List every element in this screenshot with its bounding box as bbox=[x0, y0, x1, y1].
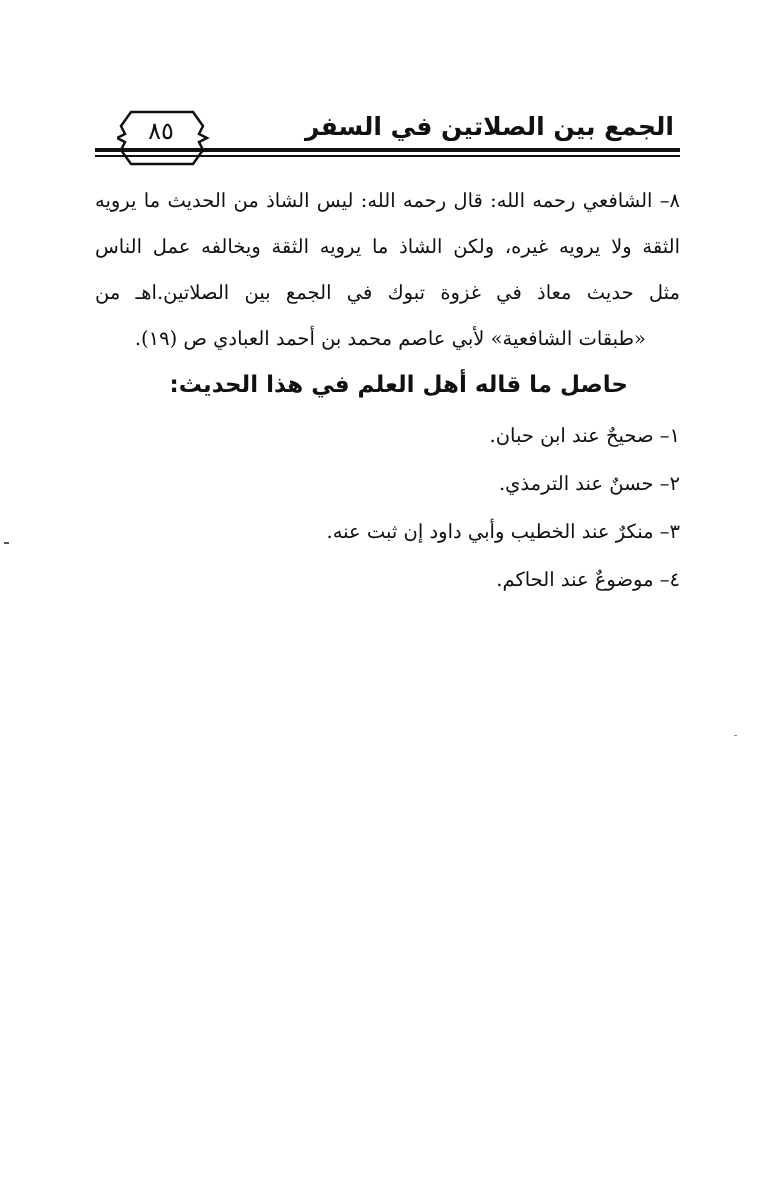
shafii-quote bbox=[95, 178, 680, 362]
rulings-list bbox=[95, 412, 680, 604]
running-title: الجمع بين الصلاتين في السفر bbox=[305, 112, 674, 141]
page-number: ٨٥ bbox=[148, 117, 174, 145]
list-item: ١– صحيحٌ عند ابن حبان. bbox=[489, 424, 680, 447]
quote-line: «طبقات الشافعية» لأبي عاصم محمد بن أحمد العبادي ص (١٩). bbox=[134, 327, 646, 350]
page-number-ornament bbox=[117, 108, 267, 168]
quote-line: الثقة ولا يرويه غيره، ولكن الشاذ ما يرويه الثقة ويخالفه عمل الناس bbox=[95, 235, 680, 258]
page-header bbox=[95, 100, 680, 160]
list-item: ٤– موضوعٌ عند الحاكم. bbox=[496, 568, 680, 591]
page-body bbox=[95, 178, 680, 604]
scan-speck bbox=[4, 542, 9, 544]
scan-speck bbox=[734, 735, 737, 736]
quote-line: ٨– الشافعي رحمه الله: قال رحمه الله: ليس الشاذ من الحديث ما يرويه bbox=[95, 189, 680, 212]
quote-line: مثل حديث معاذ في غزوة تبوك في الجمع بين الصلاتين.اهـ من bbox=[95, 281, 680, 304]
header-rule-thick bbox=[95, 148, 680, 152]
header-rule-thin bbox=[95, 155, 680, 157]
list-item: ٢– حسنٌ عند الترمذي. bbox=[498, 472, 680, 495]
quote-paragraph bbox=[95, 178, 680, 362]
section-heading: حاصل ما قاله أهل العلم في هذا الحديث: bbox=[169, 372, 628, 398]
list-item: ٣– منكرٌ عند الخطيب وأبي داود إن ثبت عنه. bbox=[326, 520, 680, 543]
